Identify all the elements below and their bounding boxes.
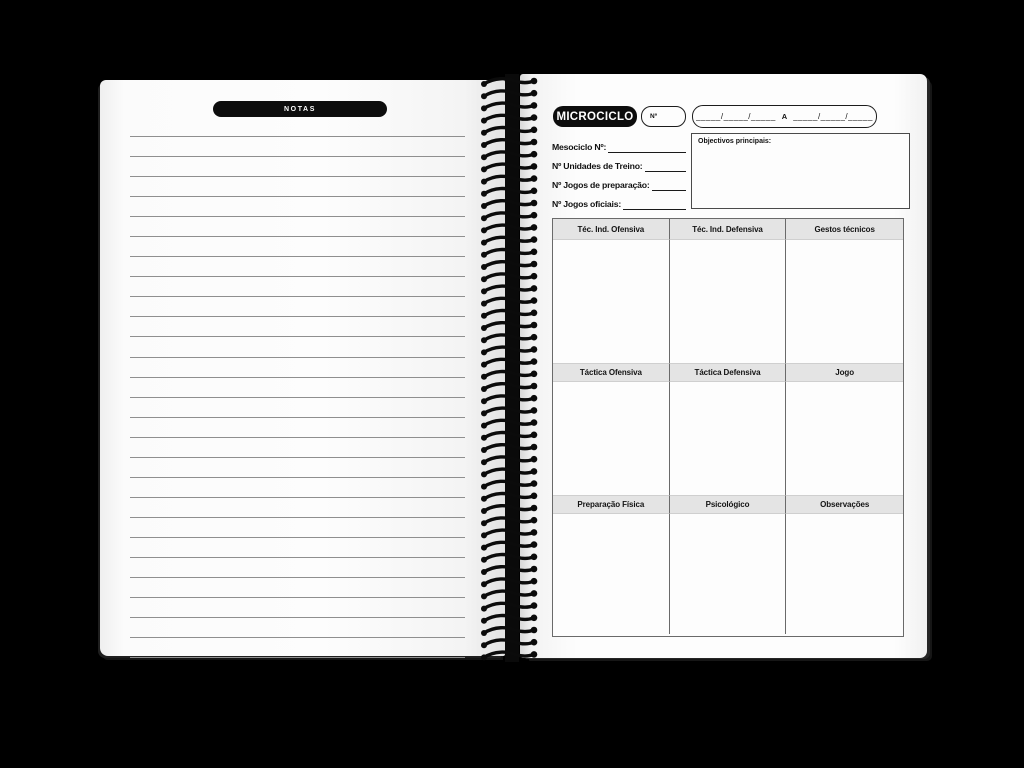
grid-cell-tactica-defensiva bbox=[670, 382, 787, 495]
grid-header-tactica-ofensiva: Táctica Ofensiva bbox=[553, 363, 670, 382]
grid-cell-psicologico bbox=[670, 514, 787, 634]
field-jogos-preparacao-blank bbox=[652, 180, 686, 191]
binding-gap-shadow bbox=[505, 74, 519, 662]
grid-cell-gestos-tecnicos bbox=[786, 240, 903, 363]
date-range-box bbox=[692, 105, 877, 128]
ruled-line bbox=[130, 497, 465, 517]
plan-grid bbox=[552, 218, 904, 637]
spiral-binding-icon bbox=[473, 70, 558, 666]
ruled-line bbox=[130, 517, 465, 537]
field-mesociclo bbox=[552, 134, 686, 153]
date-from-blank: _____/_____/_____ bbox=[696, 112, 776, 121]
notes-header-label: NOTAS bbox=[284, 105, 316, 113]
ruled-line bbox=[130, 377, 465, 397]
ruled-line bbox=[130, 417, 465, 437]
ruled-line bbox=[130, 597, 465, 617]
microcycle-number-label: Nº bbox=[650, 113, 658, 120]
field-jogos-preparacao-label: Nº Jogos de preparação: bbox=[552, 180, 650, 190]
objectives-box bbox=[691, 133, 910, 209]
ruled-line bbox=[130, 196, 465, 216]
summary-fields bbox=[552, 134, 686, 210]
grid-cell-tactica-ofensiva bbox=[553, 382, 670, 495]
microcycle-number-box bbox=[641, 106, 686, 127]
date-connector: A bbox=[781, 112, 788, 121]
grid-header-psicologico: Psicológico bbox=[670, 495, 787, 514]
field-jogos-preparacao bbox=[552, 172, 686, 191]
ruled-line bbox=[130, 537, 465, 557]
ruled-line bbox=[130, 477, 465, 497]
grid-cell-tec-ind-defensiva bbox=[670, 240, 787, 363]
date-to-blank: _____/_____/_____ bbox=[793, 112, 873, 121]
microcycle-title: MICROCICLO bbox=[556, 110, 634, 123]
grid-header-observacoes: Observações bbox=[786, 495, 903, 514]
notes-header-badge bbox=[213, 101, 387, 117]
field-mesociclo-label: Mesociclo Nº: bbox=[552, 142, 607, 152]
field-unidades-treino-blank bbox=[645, 161, 687, 172]
field-unidades-treino bbox=[552, 153, 686, 172]
ruled-line bbox=[130, 577, 465, 597]
field-unidades-treino-label: Nº Unidades de Treino: bbox=[552, 161, 643, 171]
ruled-line bbox=[130, 657, 465, 677]
notes-page bbox=[100, 80, 505, 656]
ruled-line bbox=[130, 437, 465, 457]
objectives-label: Objectivos principais: bbox=[698, 138, 772, 145]
field-mesociclo-blank bbox=[608, 142, 686, 153]
grid-header-tec-ind-defensiva: Téc. Ind. Defensiva bbox=[670, 219, 787, 240]
grid-cell-observacoes bbox=[786, 514, 903, 634]
grid-header-preparacao-fisica: Preparação Física bbox=[553, 495, 670, 514]
grid-header-tactica-defensiva: Táctica Defensiva bbox=[670, 363, 787, 382]
grid-header-tec-ind-ofensiva: Téc. Ind. Ofensiva bbox=[553, 219, 670, 240]
ruled-line bbox=[130, 637, 465, 657]
field-jogos-oficiais-label: Nº Jogos oficiais: bbox=[552, 199, 622, 209]
ruled-line bbox=[130, 357, 465, 377]
ruled-line bbox=[130, 336, 465, 356]
grid-cell-preparacao-fisica bbox=[553, 514, 670, 634]
ruled-line bbox=[130, 156, 465, 176]
ruled-line bbox=[130, 397, 465, 417]
ruled-line bbox=[130, 256, 465, 276]
field-jogos-oficiais-blank bbox=[623, 199, 686, 210]
grid-header-jogo: Jogo bbox=[786, 363, 903, 382]
grid-cell-jogo bbox=[786, 382, 903, 495]
ruled-line bbox=[130, 136, 465, 156]
ruled-line bbox=[130, 457, 465, 477]
ruled-line bbox=[130, 296, 465, 316]
ruled-line bbox=[130, 236, 465, 256]
ruled-lines bbox=[130, 136, 465, 677]
ruled-line bbox=[130, 617, 465, 637]
field-jogos-oficiais bbox=[552, 191, 686, 210]
ruled-line bbox=[130, 176, 465, 196]
ruled-line bbox=[130, 316, 465, 336]
ruled-line bbox=[130, 557, 465, 577]
grid-cell-tec-ind-ofensiva bbox=[553, 240, 670, 363]
microcycle-page bbox=[520, 74, 927, 658]
microcycle-title-badge bbox=[553, 106, 637, 127]
ruled-line bbox=[130, 216, 465, 236]
grid-header-gestos-tecnicos: Gestos técnicos bbox=[786, 219, 903, 240]
ruled-line bbox=[130, 276, 465, 296]
